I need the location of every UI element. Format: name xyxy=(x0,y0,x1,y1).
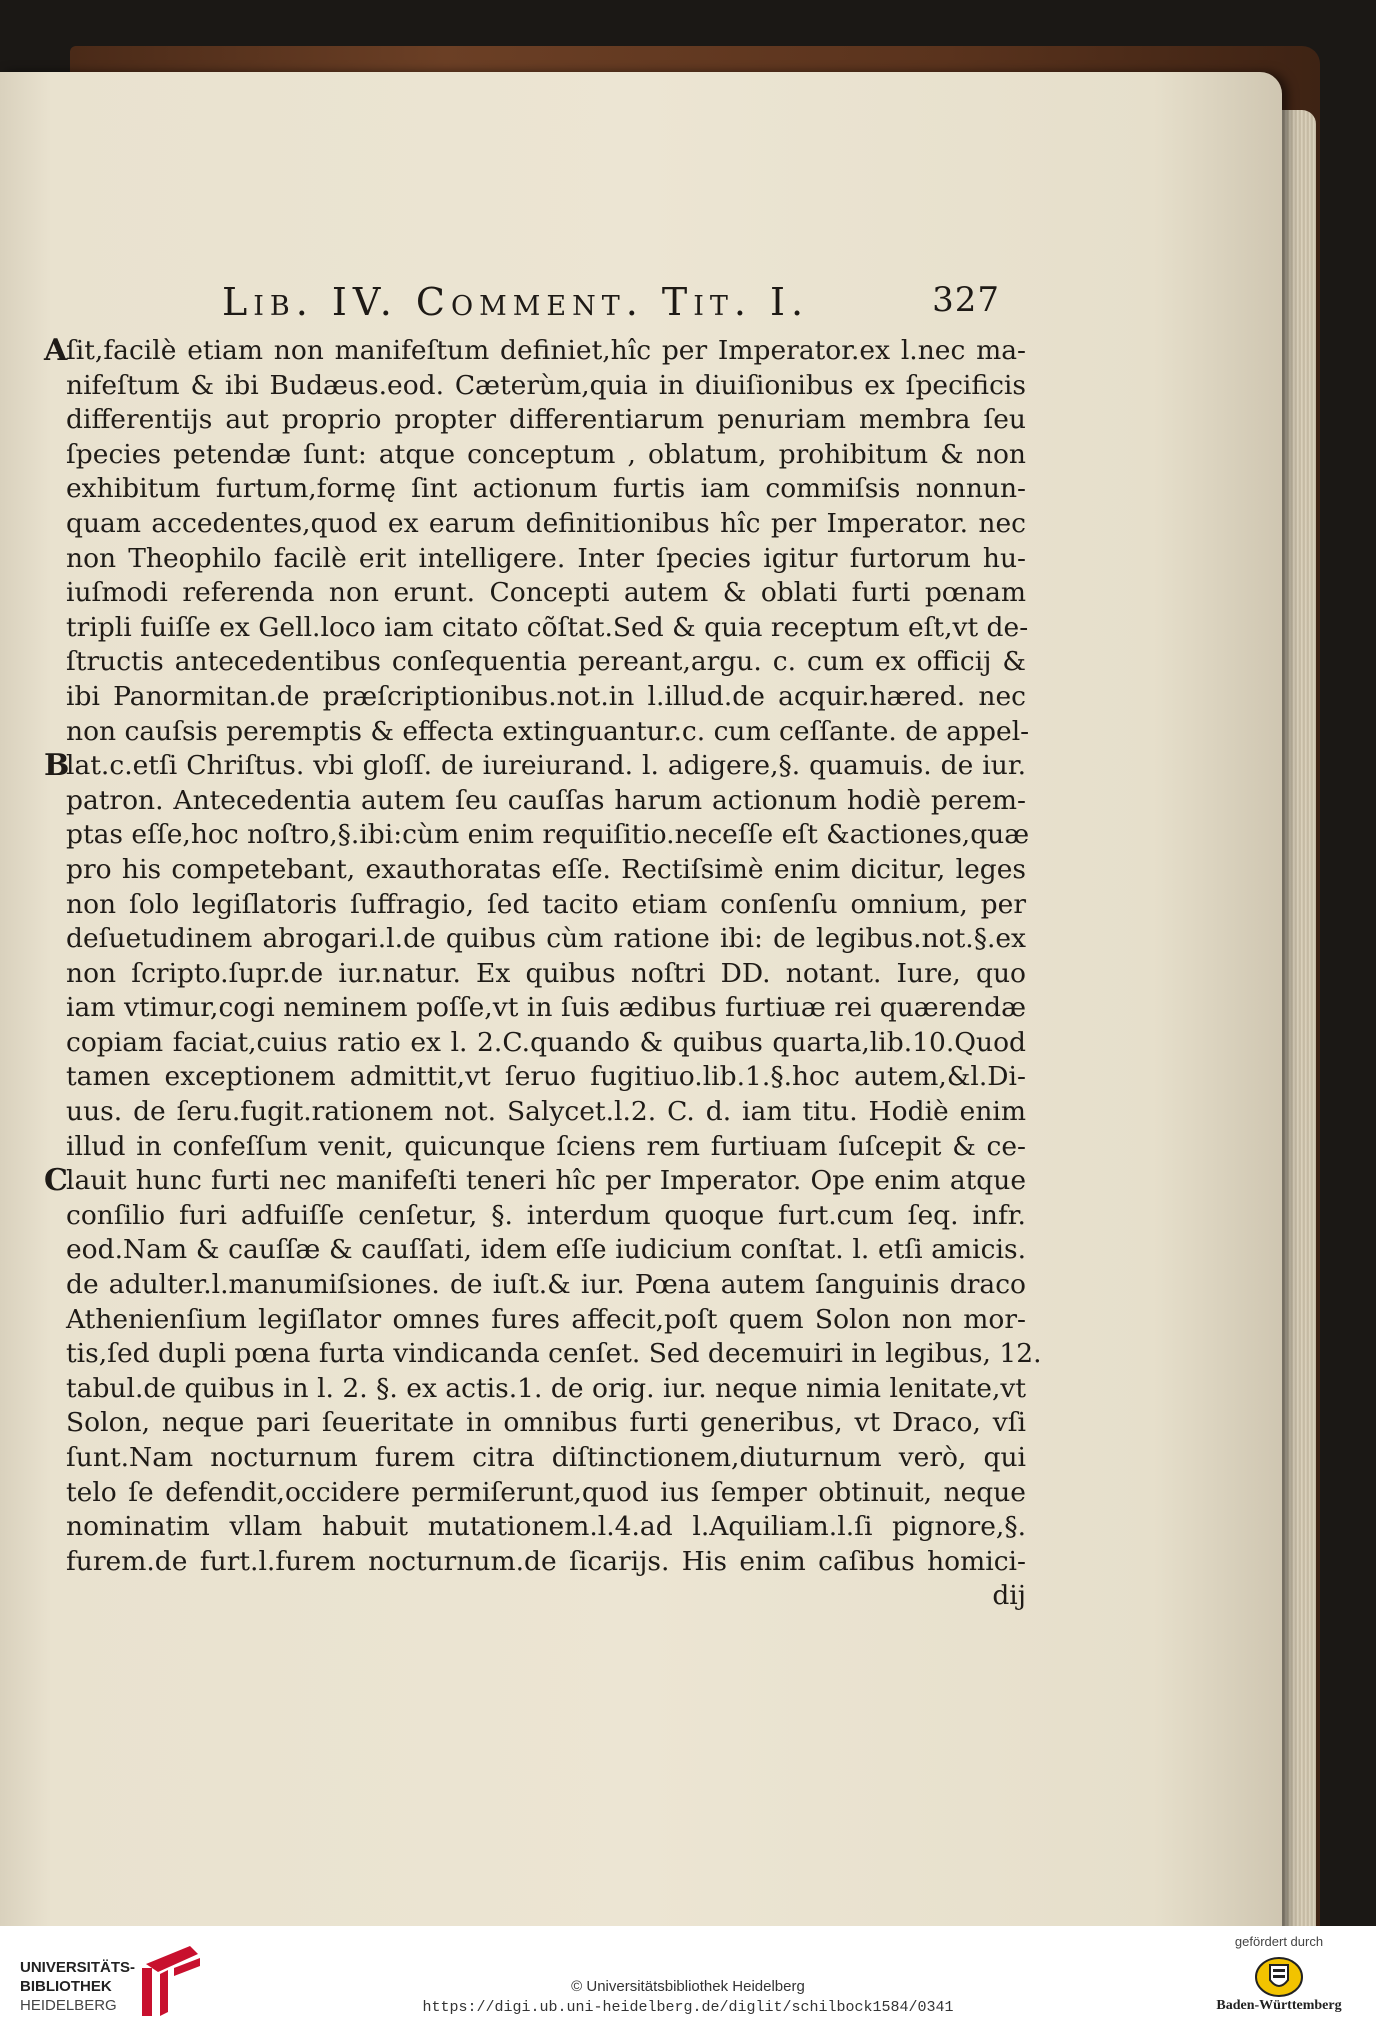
line-text: lauit hunc furti nec manifeſti teneri hîc per Imperator. Ope enim atque xyxy=(66,1165,1026,1197)
line-text: ibi Panormitan.de præſcriptionibus.not.in l.illud.de acquir.hæred. nec xyxy=(66,680,1026,712)
text-line xyxy=(44,1199,1026,1234)
text-line xyxy=(44,1406,1026,1441)
line-text: exhibitum furtum,formę ſint actionum furtis iam commiſsis nonnun- xyxy=(66,473,1026,505)
marginal-letter xyxy=(44,472,66,507)
permalink[interactable]: https://digi.ub.uni-heidelberg.de/diglit/schilbock1584/0341 xyxy=(422,1999,954,2016)
text-line xyxy=(44,1372,1026,1407)
marginal-letter xyxy=(44,1060,66,1095)
coat-of-arms-icon xyxy=(1254,1956,1304,1998)
text-line xyxy=(44,922,1026,957)
marginal-letter xyxy=(44,818,66,853)
line-text: deſuetudinem abrogari.l.de quibus cùm ratione ibi: de legibus.not.§.ex xyxy=(66,923,1026,955)
line-text: tripli fuiſſe ex Gell.loco iam citato cõſtat.Sed & quia receptum eſt,vt de- xyxy=(66,611,1029,643)
marginal-letter: A xyxy=(44,333,68,368)
marginal-letter xyxy=(44,1233,66,1268)
marginal-letter: C xyxy=(44,1163,68,1199)
text-block xyxy=(44,333,1042,1579)
line-text: iuſmodi referenda non erunt. Concepti autem & oblati furti pœnam xyxy=(66,577,1026,609)
marginal-letter xyxy=(44,1476,66,1511)
line-text: uus. de ſeru.fugit.rationem not. Salycet.l.2. C. d. iam titu. Hodiè enim xyxy=(66,1096,1026,1128)
marginal-letter xyxy=(44,922,66,957)
catchword-line xyxy=(44,1579,1026,1614)
line-text: non ſcripto.ſupr.de iur.natur. Ex quibus noſtri DD. notant. Iure, quo xyxy=(66,957,1026,989)
marginal-letter xyxy=(44,715,66,750)
marginal-letter xyxy=(44,1199,66,1234)
line-text: furem.de furt.l.furem nocturnum.de ſicarijs. His enim caſibus homici- xyxy=(66,1545,1026,1577)
text-line xyxy=(44,403,1026,438)
line-text: conſilio furi adfuiſſe cenſetur, §. interdum quoque furt.cum ſeq. infr. xyxy=(66,1199,1026,1231)
marginal-letter xyxy=(44,1303,66,1338)
text-line xyxy=(44,1095,1026,1130)
line-text: patron. Antecedentia autem ſeu cauſſas harum actionum hodiè perem- xyxy=(66,784,1026,816)
book-page xyxy=(0,72,1282,1926)
line-text: copiam faciat,cuius ratio ex l. 2.C.quando & quibus quarta,lib.10.Quod xyxy=(66,1026,1026,1058)
line-text: differentijs aut proprio propter differentiarum penuriam membra ſeu xyxy=(66,404,1026,436)
marginal-letter: B xyxy=(44,748,70,784)
text-line xyxy=(44,472,1026,507)
text-line xyxy=(44,784,1026,819)
text-line xyxy=(44,369,1026,404)
text-line xyxy=(44,853,1026,888)
line-text: Solon, neque pari ſeueritate in omnibus furti generibus, vt Draco, vſi xyxy=(66,1407,1026,1439)
marginal-letter xyxy=(44,611,66,646)
line-text: iam vtimur,cogi neminem poſſe,vt in ſuis ædibus furtiuæ rei quærendæ xyxy=(66,992,1026,1024)
line-text: lat.c.etſi Chriſtus. vbi gloſſ. de iureiurand. l. adigere,§. quamuis. de iur. xyxy=(66,750,1026,782)
text-line xyxy=(44,1268,1026,1303)
marginal-letter xyxy=(44,784,66,819)
viewer-footer xyxy=(0,1926,1376,2023)
line-text: non Theophilo facilè erit intelligere. Inter ſpecies igitur furtorum hu- xyxy=(66,542,1026,574)
library-name-line: BIBLIOTHEK xyxy=(20,1978,112,1995)
text-line xyxy=(44,957,1026,992)
marginal-letter xyxy=(44,576,66,611)
marginal-letter xyxy=(44,1337,66,1372)
text-line xyxy=(44,611,1029,646)
marginal-letter xyxy=(44,507,66,542)
text-line xyxy=(44,576,1026,611)
marginal-letter xyxy=(44,1510,66,1545)
marginal-letter xyxy=(44,680,66,715)
text-line xyxy=(44,438,1026,473)
text-line xyxy=(44,1510,1026,1545)
line-text: tamen exceptionem admittit,vt ſeruo fugitiuo.lib.1.§.hoc autem,&l.Di- xyxy=(66,1061,1026,1093)
text-line xyxy=(44,1545,1026,1580)
marginal-letter xyxy=(44,369,66,404)
copyright-text: © Universitätsbibliothek Heidelberg xyxy=(571,1978,805,1995)
marginal-letter xyxy=(44,1441,66,1476)
text-line xyxy=(44,1163,1026,1199)
marginal-letter xyxy=(44,1268,66,1303)
text-line xyxy=(44,645,1026,680)
running-head xyxy=(222,280,1000,330)
line-text: ptas eſſe,hoc noſtro,§.ibi:cùm enim requiſitio.neceſſe eſt &actiones,quæ xyxy=(66,819,1030,851)
text-line xyxy=(44,1476,1026,1511)
marginal-letter xyxy=(44,403,66,438)
marginal-letter xyxy=(44,1095,66,1130)
sponsor-label: gefördert durch xyxy=(1234,1934,1324,1949)
line-text: nominatim vllam habuit mutationem.l.4.ad l.Aquiliam.l.ſi pignore,§. xyxy=(66,1511,1026,1543)
text-line xyxy=(44,888,1026,923)
text-line xyxy=(44,991,1026,1026)
text-line xyxy=(44,542,1026,577)
sponsor-name: Baden-Württemberg xyxy=(1216,1998,1342,2013)
marginal-letter xyxy=(44,1372,66,1407)
library-name-line: UNIVERSITÄTS- xyxy=(20,1959,136,1976)
line-text: pro his competebant, exauthoratas eſſe. Rectiſsimè enim dicitur, leges xyxy=(66,853,1026,885)
sponsor[interactable] xyxy=(1204,1934,1354,2020)
text-line xyxy=(44,1441,1026,1476)
marginal-letter xyxy=(44,1545,66,1580)
line-text: nifeſtum & ibi Budæus.eod. Cæterùm,quia in diuiſionibus ex ſpecificis xyxy=(66,369,1026,401)
line-text: tis,ſed dupli pœna furta vindicanda cenſet. Sed decemuiri in legibus, 12. xyxy=(66,1338,1042,1370)
line-text: non cauſsis peremptis & effecta extinguantur.c. cum ceſſante. de appel- xyxy=(66,715,1030,747)
marginal-letter xyxy=(44,1406,66,1441)
marginal-letter xyxy=(44,1130,66,1165)
line-text: ſtructis antecedentibus conſequentia pereant,argu. c. cum ex officij & xyxy=(66,646,1026,678)
marginal-letter xyxy=(44,438,66,473)
line-text: non ſolo legiſlatoris ſuffragio, ſed tacito etiam conſenſu omnium, per xyxy=(66,888,1026,920)
text-line xyxy=(44,680,1026,715)
text-line xyxy=(44,1303,1026,1338)
line-text: eod.Nam & cauſſæ & cauſſati, idem eſſe iudicium conſtat. l. etſi amicis. xyxy=(66,1234,1026,1266)
marginal-letter xyxy=(44,888,66,923)
line-text: quam accedentes,quod ex earum definitionibus hîc per Imperator. nec xyxy=(66,507,1026,539)
line-text: illud in confeſſum venit, quicunque ſciens rem furtiuam ſuſcepit & ce- xyxy=(66,1130,1026,1162)
marginal-letter xyxy=(44,957,66,992)
text-line xyxy=(44,333,1026,369)
page-number: 327 xyxy=(932,280,1000,320)
text-line xyxy=(44,715,1030,750)
library-name-line: HEIDELBERG xyxy=(20,1997,117,2014)
marginal-letter xyxy=(44,853,66,888)
catchword: dij xyxy=(992,1580,1026,1611)
marginal-letter xyxy=(44,991,66,1026)
running-title: Lib. IV. Comment. Tit. I. xyxy=(222,280,810,324)
line-text: de adulter.l.manumiſsiones. de iuſt.& iur. Pœna autem ſanguinis draco xyxy=(66,1269,1026,1301)
text-line xyxy=(44,1060,1026,1095)
line-text: ſunt.Nam nocturnum furem citra diſtinctionem,diuturnum verò, qui xyxy=(66,1442,1026,1473)
marginal-letter xyxy=(44,542,66,577)
line-text: Athenienſium legiſlator omnes fures affecit,poſt quem Solon non mor- xyxy=(66,1303,1026,1335)
text-line xyxy=(44,1026,1026,1061)
page-edges xyxy=(1282,110,1316,1926)
text-line xyxy=(44,1233,1026,1268)
line-text: ſit,facilè etiam non manifeſtum definiet,hîc per Imperator.ex l.nec ma- xyxy=(66,335,1026,366)
line-text: ſpecies petendæ ſunt: atque conceptum , oblatum, prohibitum & non xyxy=(66,438,1026,470)
marginal-letter xyxy=(44,1026,66,1061)
marginal-letter xyxy=(44,645,66,680)
text-line xyxy=(44,507,1026,542)
text-line xyxy=(44,748,1026,784)
line-text: telo ſe defendit,occidere permiſerunt,quod ius ſemper obtinuit, neque xyxy=(66,1476,1026,1508)
text-line xyxy=(44,1337,1042,1372)
text-line xyxy=(44,818,1030,853)
line-text: tabul.de quibus in l. 2. §. ex actis.1. de orig. iur. neque nimia lenitate,vt xyxy=(66,1372,1026,1404)
text-line xyxy=(44,1130,1026,1165)
